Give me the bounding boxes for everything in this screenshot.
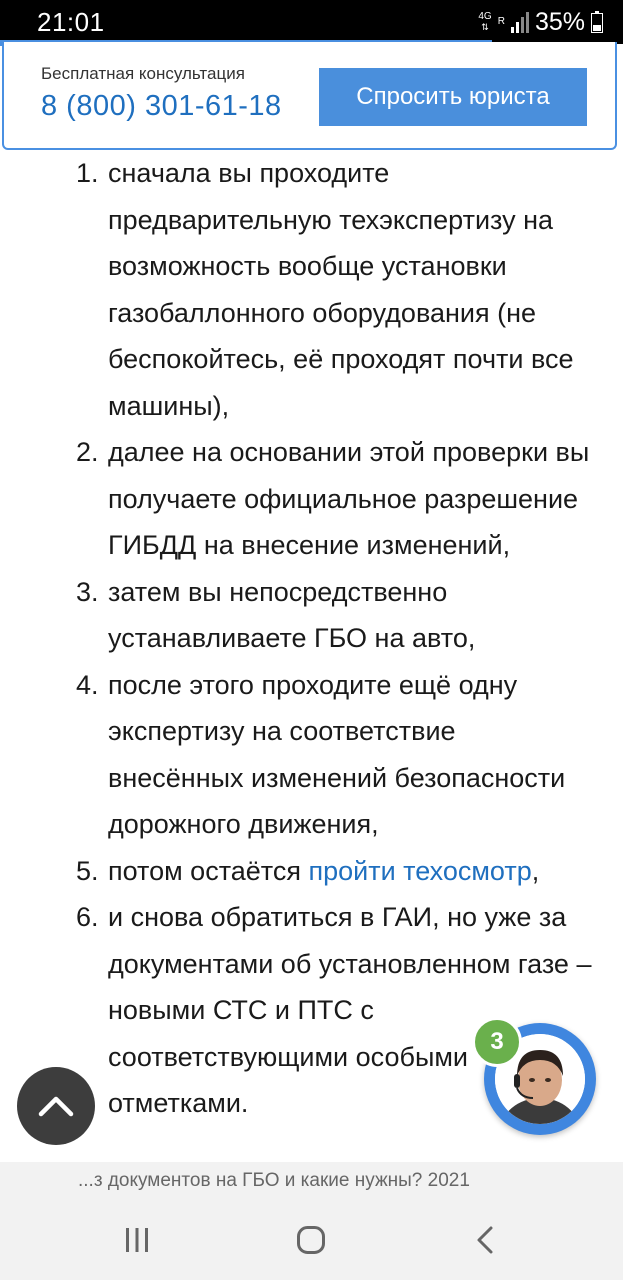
- list-item-text: после этого проходите ещё одну экспертизу на соответствие внесённых изменений безопасности дорожного движения,: [108, 669, 566, 839]
- list-item-number: 2.: [76, 437, 99, 467]
- list-item-text: затем вы непосредственно устанавливаете ГБО на авто,: [108, 576, 476, 653]
- signal-icon: [511, 11, 529, 33]
- scroll-to-top-button[interactable]: [17, 1067, 95, 1145]
- list-item-text: сначала вы проходите предварительную техэкспертизу на возможность вообще установки газобаллонного оборудования (не беспокойтесь, её проходят почти все машины),: [108, 158, 574, 421]
- list-item: [0, 569, 623, 662]
- list-item: [0, 429, 623, 569]
- list-item: [0, 150, 623, 429]
- article-steps: [0, 150, 623, 1162]
- battery-icon: [591, 11, 603, 33]
- page-title-bar[interactable]: ...з документов на ГБО и какие нужны? 2021: [0, 1162, 623, 1200]
- phone-link[interactable]: 8 (800) 301-61-18: [41, 90, 282, 122]
- list-item-text: и снова обратиться в ГАИ, но уже за документами об установленном газе – новыми СТС и ПТС с соответствующими особыми отметками.: [108, 902, 592, 1118]
- back-button[interactable]: [465, 1220, 505, 1260]
- consultation-header: [2, 42, 617, 150]
- list-item: [0, 848, 623, 895]
- status-bar: [0, 0, 623, 44]
- list-item-number: 6.: [76, 902, 99, 932]
- status-indicators: [478, 8, 603, 36]
- list-item-text: далее на основании этой проверки вы получаете официальное разрешение ГИБДД на внесение изменений,: [108, 437, 590, 560]
- recents-icon: [122, 1226, 152, 1254]
- roaming-icon: R: [497, 16, 505, 27]
- status-time: 21:01: [37, 7, 105, 37]
- back-icon: [475, 1225, 495, 1255]
- recents-button[interactable]: [117, 1220, 157, 1260]
- list-item-number: 1.: [76, 158, 99, 188]
- list-item: [0, 662, 623, 848]
- list-item-number: 5.: [76, 855, 99, 886]
- list-item-number: 3.: [76, 576, 99, 607]
- home-button[interactable]: [291, 1220, 331, 1260]
- list-item-number: 4.: [76, 669, 99, 700]
- list-item-text: ,: [531, 855, 540, 886]
- network-type-icon: 4G ⇅: [478, 11, 492, 32]
- chevron-up-icon: [38, 1095, 74, 1117]
- navigation-bar: [0, 1200, 623, 1280]
- consult-label: Бесплатная консультация: [41, 64, 245, 83]
- chat-notification-badge: 3: [472, 1017, 522, 1067]
- battery-percent: 35%: [534, 7, 585, 36]
- home-icon: [296, 1225, 326, 1255]
- ask-lawyer-button[interactable]: Спросить юриста: [319, 68, 587, 126]
- chat-widget-button[interactable]: [484, 1023, 596, 1135]
- list-item-text: потом остаётся: [108, 855, 309, 886]
- inspection-link[interactable]: пройти техосмотр: [308, 855, 532, 886]
